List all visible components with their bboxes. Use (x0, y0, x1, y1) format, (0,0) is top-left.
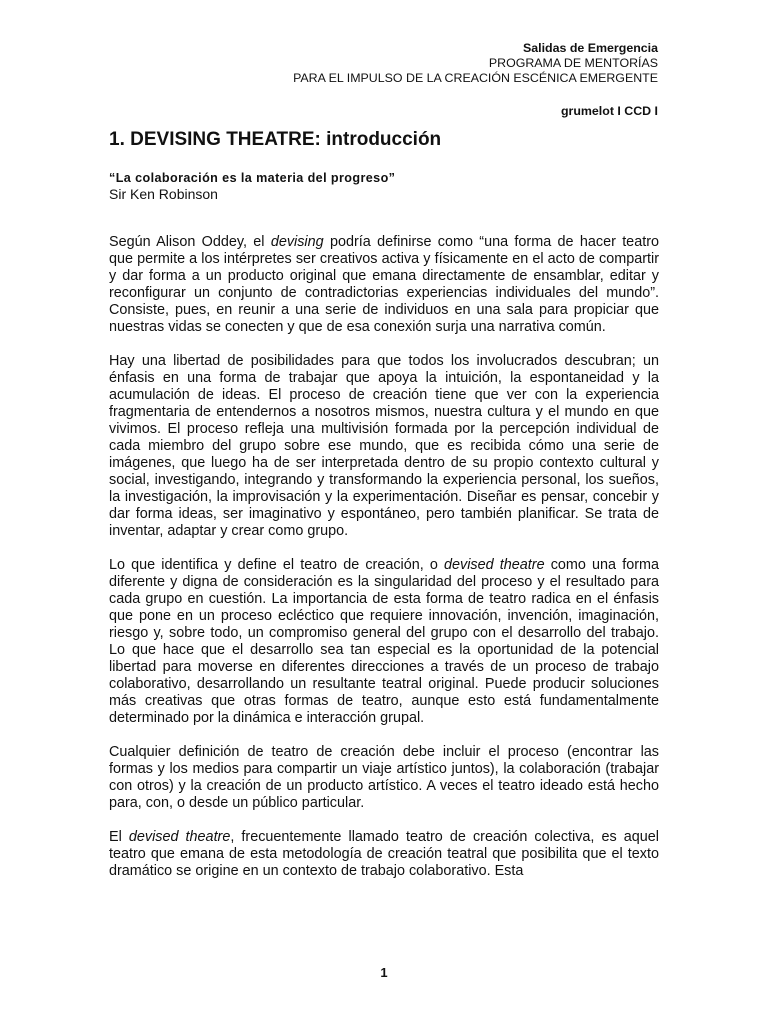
header-program-purpose: PARA EL IMPULSO DE LA CREACIÓN ESCÉNICA EMERGENTE (293, 71, 658, 85)
paragraph-5-text-a: El (109, 829, 129, 845)
paragraph-2: Hay una libertad de posibilidades para que todos los involucrados descubran; un énfasis en una forma de trabajar que apoya la intuición, la espontaneidad y la acumulación de ideas. El proceso de creación tiene que ver con la experiencia fragmentaria de entendernos a nosotros mismos, nuestra cultura y el mundo en que vivimos. El proceso refleja una multivisión formada por la percepción individual de cada miembro del grupo sobre ese mundo, que es recibida cómo una serie de imágenes, que luego ha de ser interpretada dentro de su propio contexto cultural y social, investigando, integrando y transformando la experiencia personal, los sueños, la investigación, la improvisación y la experimentación. Diseñar es pensar, concebir y dar forma ideas, ser imaginativo y espontáneo, pero también planificar. Se trata de inventar, adaptar y crear como grupo. (109, 353, 659, 539)
paragraph-1-emphasis: devising (270, 234, 324, 250)
header-program-type: PROGRAMA DE MENTORÍAS (488, 56, 658, 70)
page-header (293, 41, 658, 119)
epigraph-author: Sir Ken Robinson (109, 186, 218, 202)
epigraph-quote: “La colaboración es la materia del progreso” (109, 171, 396, 185)
paragraph-5-text-b: , frecuentemente llamado teatro de creación colectiva, es aquel teatro que emana de esta metodología de creación teatral que posibilita que el texto dramático se origine en un contexto de trabajo colaborativo. Esta (109, 829, 659, 879)
paragraph-5-emphasis: devised theatre (128, 829, 231, 845)
paragraph-5 (109, 829, 659, 880)
paragraph-1-text-a: Según Alison Oddey, el (109, 234, 271, 250)
paragraph-3 (109, 557, 659, 727)
page-number: 1 (380, 965, 388, 980)
paragraph-1-text-b: podría definirse como “una forma de hacer teatro que permite a los intérpretes ser creativos activa y físicamente en el acto de compartir y dar forma a un producto original que emana directamente de ensamblar, editar y reconfigurar un conjunto de contradictorias experiencias individuales del mundo”. Consiste, pues, en reunir a una serie de individuos en una sala para propiciar que nuestras vidas se conecten y que de esa conexión surja una narrativa común. (109, 234, 659, 335)
paragraph-3-text-a: Lo que identifica y define el teatro de creación, o (109, 557, 445, 573)
paragraph-1 (109, 234, 659, 336)
paragraph-3-text-b: como una forma diferente y digna de consideración es la singularidad del proceso y el resultado para cada grupo en cuestión. La importancia de esta forma de teatro radica en el énfasis que pone en un proceso ecléctico que requiere innovación, invención, imaginación, riesgo y, sobre todo, un compromiso general del grupo con el desarrollo del trabajo. Lo que hace que el desarrollo sea tan especial es la oportunidad de la potencial libertad para moverse en diferentes direcciones a través de un proceso de trabajo colaborativo, desarrollando un resultante teatral original. Puede producir soluciones más creativas que otras formas de teatro, aunque esto está fundamentalmente determinado por la dinámica e interacción grupal. (109, 557, 659, 726)
paragraph-3-emphasis: devised theatre (444, 557, 545, 573)
paragraph-4: Cualquier definición de teatro de creación debe incluir el proceso (encontrar las formas y los medios para compartir un viaje artístico juntos), la colaboración (trabajar con otros) y la creación de un producto artístico. A veces el teatro ideado está hecho para, con, o desde un público particular. (109, 744, 659, 811)
header-program-name: Salidas de Emergencia (523, 41, 658, 55)
document-body (109, 128, 659, 880)
page-title: 1. DEVISING THEATRE: introducción (109, 129, 442, 150)
header-organizations: grumelot I CCD I (560, 104, 658, 118)
